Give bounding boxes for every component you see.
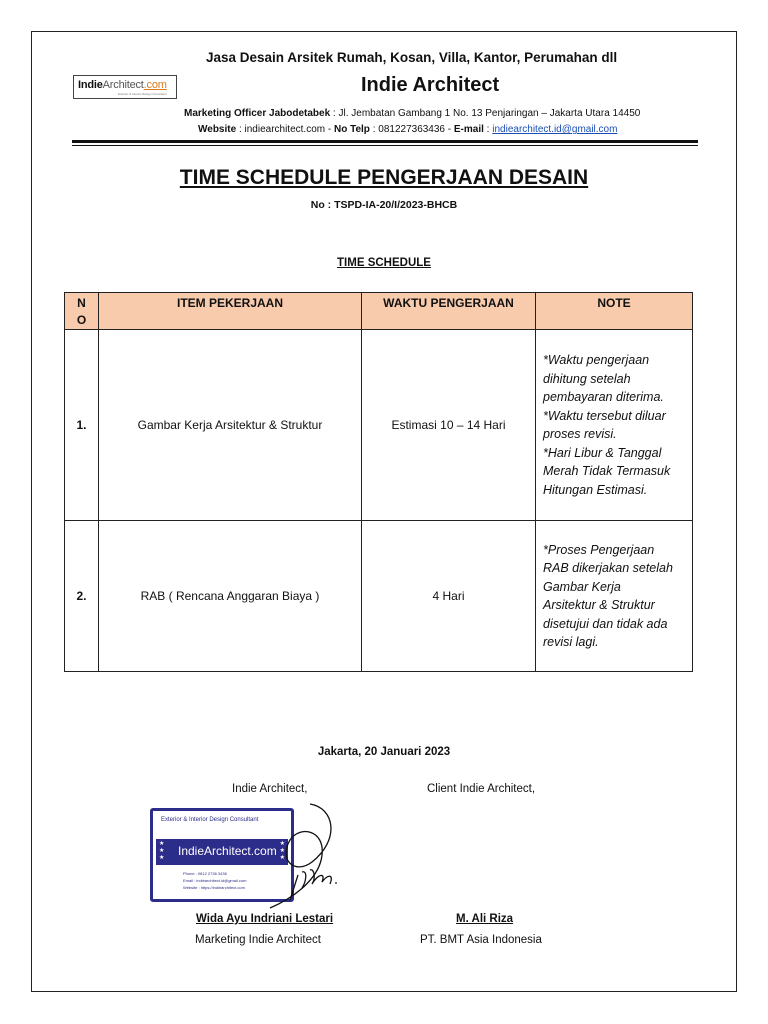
schedule-table: [64, 292, 693, 672]
signer-right-label: Client Indie Architect,: [427, 783, 536, 795]
place-date: Jakarta, 20 Januari 2023: [317, 746, 451, 758]
address-line: Marketing Officer Jabodetabek : Jl. Jembatan Gambang 1 No. 13 Penjaringan – Jakarta Utara 14450: [184, 108, 641, 119]
row-item: RAB ( Rencana Anggaran Biaya ): [99, 521, 362, 672]
stamp-tagline: Exterior & Interior Design Consultant: [161, 817, 259, 823]
section-heading: TIME SCHEDULE: [337, 257, 431, 269]
services-line: Jasa Desain Arsitek Rumah, Kosan, Villa, Kantor, Perumahan dll: [206, 50, 618, 65]
row-time: 4 Hari: [362, 521, 536, 672]
signer-left-role: Marketing Indie Architect: [195, 934, 321, 946]
stamp-website: Website : https://indiearchitect.com: [183, 885, 245, 890]
table-row: [65, 330, 693, 521]
table-row: [65, 521, 693, 672]
star-icon: ★ ★ ★: [159, 841, 165, 861]
star-icon: ★ ★ ★: [279, 841, 285, 861]
header-divider-thin: [72, 145, 698, 146]
document-title: TIME SCHEDULE PENGERJAAN DESAIN: [179, 166, 589, 189]
header-time: WAKTU PENGERJAAN: [362, 293, 536, 330]
signer-right-role: PT. BMT Asia Indonesia: [420, 934, 542, 946]
signature-icon: [250, 800, 360, 910]
header-no: N O: [65, 293, 99, 330]
company-logo: [73, 75, 177, 99]
logo-wordmark: IndieArchitect.com: [78, 79, 167, 91]
row-note: *Proses Pengerjaan RAB dikerjakan setelah Gambar Kerja Arsitektur & Struktur disetujui dan tidak ada revisi lagi.: [536, 521, 693, 672]
document-number: No : TSPD-IA-20/I/2023-BHCB: [310, 199, 458, 211]
signer-right-name: M. Ali Riza: [456, 913, 514, 925]
stamp-email: Email : indiearchitect.id@gmail.com: [183, 878, 247, 883]
header-item: ITEM PEKERJAAN: [99, 293, 362, 330]
stamp-name: IndieArchitect.com: [178, 844, 277, 858]
row-item: Gambar Kerja Arsitektur & Struktur: [99, 330, 362, 521]
row-note: *Waktu pengerjaan dihitung setelah pembayaran diterima. *Waktu tersebut diluar proses revisi. *Hari Libur & Tanggal Merah Tidak Termasuk Hitungan Estimasi.: [536, 330, 693, 521]
row-time: Estimasi 10 – 14 Hari: [362, 330, 536, 521]
email-link[interactable]: indiearchitect.id@gmail.com: [492, 124, 618, 135]
signer-left-name: Wida Ayu Indriani Lestari: [196, 913, 334, 925]
logo-tagline: Exterior & Interior Design Consultant: [118, 92, 167, 96]
company-name: Indie Architect: [361, 74, 500, 96]
stamp-phone: Phone : 0812 2736 3436: [183, 871, 227, 876]
row-number: 2.: [65, 521, 99, 672]
table-header-row: [65, 293, 693, 330]
header-divider-thick: [72, 140, 698, 143]
row-number: 1.: [65, 330, 99, 521]
header-note: NOTE: [536, 293, 693, 330]
signer-left-label: Indie Architect,: [232, 783, 308, 795]
contact-line: Website : indiearchitect.com - No Telp : 081227363436 - E-mail : indiearchitect.id@gmail.com: [198, 124, 618, 135]
